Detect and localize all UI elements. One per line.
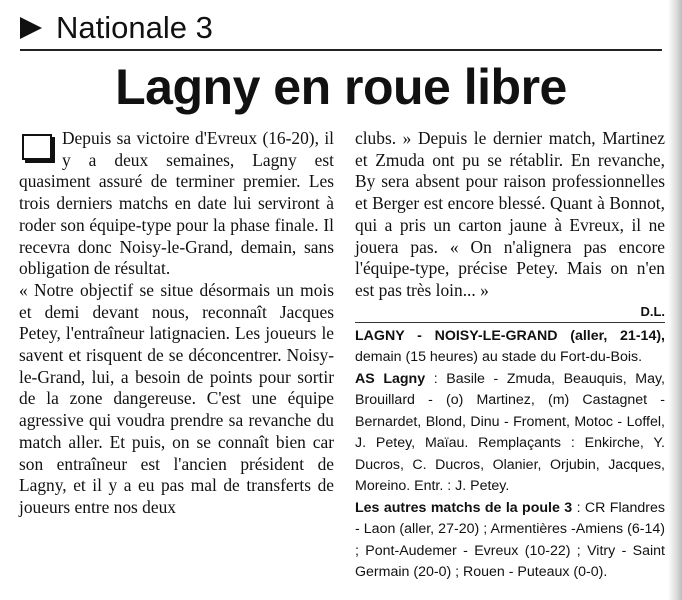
article-column-left	[19, 128, 334, 519]
match-info-box	[355, 322, 665, 584]
author-signature: D.L.	[640, 303, 665, 319]
other-matches-label: Les autres matchs de la poule 3	[355, 499, 573, 516]
section-rubric	[20, 8, 213, 48]
triangle-marker-icon	[20, 17, 42, 39]
paragraph-intro: Depuis sa victoire d'Evreux (16-20), il y a deux semaines, Lagny est quasiment assuré de terminer premier. Les trois derniers matchs en date lui serviront à roder son équipe-type pour la phase finale. Il recevra donc Noisy-le-Grand, demain, sans obligation de résultat.	[19, 128, 334, 279]
paragraph-quote: « Notre objectif se situe désormais un mois et demi devant nous, reconnaît Jacques Petey, l'entraîneur latignacien. Les joueurs le savent et risquent de se déconcentrer. Noisy-le-Grand, lui, a besoin de points pour sortir de la zone dangereuse. C'est une équipe agressive qui voudra prendre sa revanche du match aller. Et puis, on se connaît bien car son entraîneur est l'ancien président de Lagny, et il y a eu pas mal de transferts de joueurs entre nos deux	[19, 279, 334, 517]
other-matches-list: : CR Flandres - Laon (aller, 27-20) ; Armentières -Amiens (6-14) ; Pont-Audemer - Evreux (10-22) ; Vitry - Saint Germain (20-0) ; Rouen - Puteaux (0-0).	[355, 499, 665, 581]
article-headline: Lagny en roue libre	[115, 59, 567, 115]
page-edge-shadow	[668, 0, 682, 600]
section-title: Nationale 3	[56, 10, 213, 45]
team-lineup: : Basile - Zmuda, Beauquis, May, Brouillard - (o) Martinez, (m) Castagnet - Bernardet, Blond, Dinu - Froment, Motoc - Loffel, J. Petey, Maïau. Remplaçants : Enkirche, Y. Ducros, C. Ducros, Olanier, Orjubin, Jacques, Moreino. Entr. : J. Petey.	[355, 370, 665, 495]
article-column-right	[355, 128, 665, 584]
square-bullet-icon	[22, 134, 52, 160]
match-title: LAGNY - NOISY-LE-GRAND (aller, 21-14),	[355, 327, 665, 344]
paragraph-continued: clubs. » Depuis le dernier match, Martinez et Zmuda ont pu se rétablir. En revanche, By sera absent pour raison professionnelles et Berger est encore blessé. Quant à Bonnot, qui a pris un carton jaune à Evreux, il ne jouera pas. « On n'alignera pas encore l'équipe-type, précise Petey. Mais on n'en est pas très loin... »	[355, 128, 665, 300]
header-rule	[20, 49, 662, 51]
match-schedule: demain (15 heures) au stade du Fort-du-Bois.	[355, 349, 643, 366]
team-label: AS Lagny	[355, 370, 426, 387]
